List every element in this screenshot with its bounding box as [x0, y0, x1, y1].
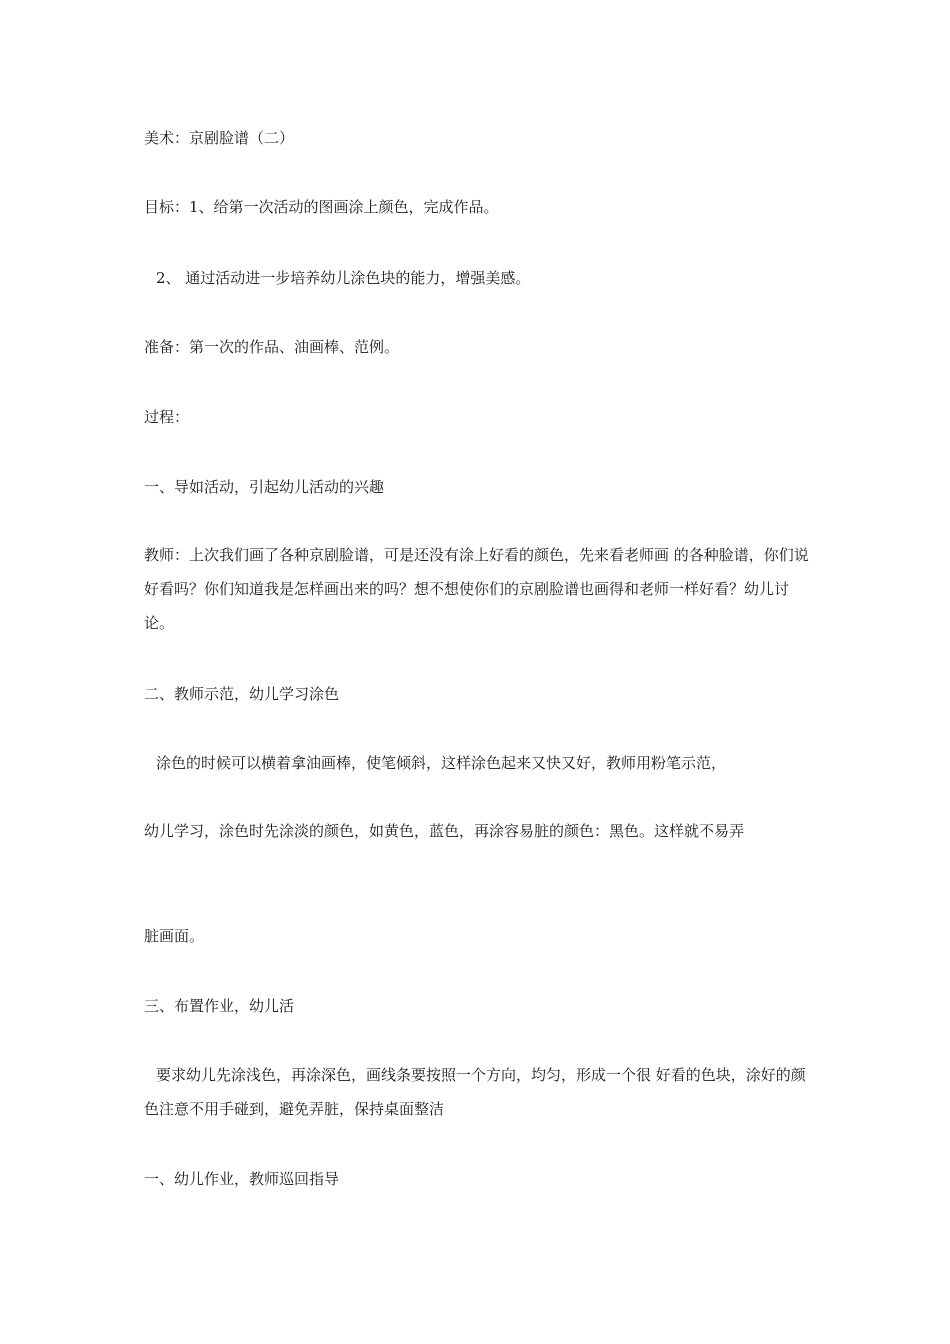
process-label: 过程： [144, 408, 190, 426]
section-2-line-2: 幼儿学习，涂色时先涂淡的颜色，如黄色，蓝色，再涂容易脏的颜色：黑色。这样就不易弄 [144, 822, 745, 840]
section-2-line-1: 涂色的时候可以横着拿油画棒，使笔倾斜，这样涂色起来又快又好，教师用粉笔示范， [156, 754, 727, 772]
section-3-body: 要求幼儿先涂浅色，再涂深色，画线条要按照一个方向，均匀，形成一个很 好看的色块，涂好的颜色注意不用手碰到，避免弄脏，保持桌面整洁 [144, 1066, 806, 1118]
section-1-heading: 一、导如活动，引起幼儿活动的兴趣 [144, 478, 385, 496]
section-2-line-3: 脏画面。 [144, 927, 205, 945]
section-3-heading: 三、布置作业，幼儿活 [144, 997, 295, 1015]
section-2-heading: 二、教师示范，幼儿学习涂色 [144, 685, 340, 703]
section-1-body: 教师：上次我们画了各种京剧脸谱，可是还没有涂上好看的颜色，先来看老师画 的各种脸谱，你们说好看吗？你们知道我是怎样画出来的吗？想不想使你们的京剧脸谱也画得和老师一样好看？幼儿讨论。 [144, 546, 809, 632]
goal-2: 2、 通过活动进一步培养幼儿涂色块的能力，增强美感。 [156, 269, 531, 287]
document-title: 美术：京剧脸谱（二） [144, 129, 295, 147]
goal-1: 目标：1、给第一次活动的图画涂上颜色，完成作品。 [144, 198, 499, 216]
preparation: 准备：第一次的作品、油画棒、范例。 [144, 338, 400, 356]
section-4-heading: 一、幼儿作业，教师巡回指导 [144, 1170, 340, 1188]
